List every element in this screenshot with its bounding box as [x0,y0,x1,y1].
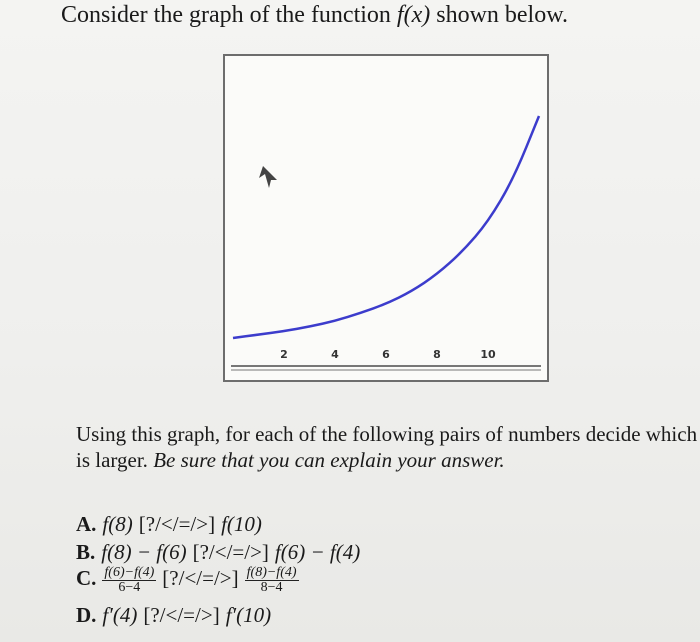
question-a [76,512,262,537]
question-letter: B. [76,540,96,564]
left-fraction [102,566,156,595]
instructions [76,421,700,473]
cursor-arrow-icon [259,166,277,188]
question-letter: C. [76,566,97,591]
function-graph [223,54,549,382]
question-right: f(10) [221,512,262,536]
x-tick-label: 4 [331,348,339,361]
question-right: f(6) − f(4) [274,540,361,564]
x-tick-label: 2 [280,348,288,361]
question-letter: A. [76,512,97,536]
right-numerator: f(8)−f(4) [246,565,297,580]
answer-blank[interactable]: [?/</=/>] [192,540,269,564]
question-letter: D. [76,603,97,627]
instructions-text: Using this graph, for each of the following pairs of numbers decide which is larger. [76,422,698,472]
graph-canvas [225,56,547,380]
left-numerator: f(6)−f(4) [104,565,155,580]
question-c [76,566,299,595]
prompt-lead: Consider the graph of the function [61,2,397,28]
prompt-tail: shown below. [430,2,568,28]
question-right: f′(10) [225,603,272,627]
question-b [76,540,360,565]
right-fraction [245,566,299,595]
question-left: f(8) − f(6) [101,540,187,564]
right-denominator: 8−4 [260,580,283,595]
prompt-text [61,2,568,29]
question-left: f(8) [102,512,133,536]
prompt-function: f(x) [396,2,431,28]
function-curve [233,116,539,338]
question-d [76,603,271,628]
x-tick-label: 10 [480,348,496,361]
answer-blank[interactable]: [?/</=/>] [162,566,239,591]
left-denominator: 6−4 [118,580,141,595]
answer-blank[interactable]: [?/</=/>] [138,512,216,536]
answer-blank[interactable]: [?/</=/>] [143,603,220,627]
instructions-emphasis: Be sure that you can explain your answer. [153,448,505,472]
x-tick-label: 6 [382,348,390,361]
x-tick-label: 8 [433,348,441,361]
question-left: f′(4) [102,603,138,627]
